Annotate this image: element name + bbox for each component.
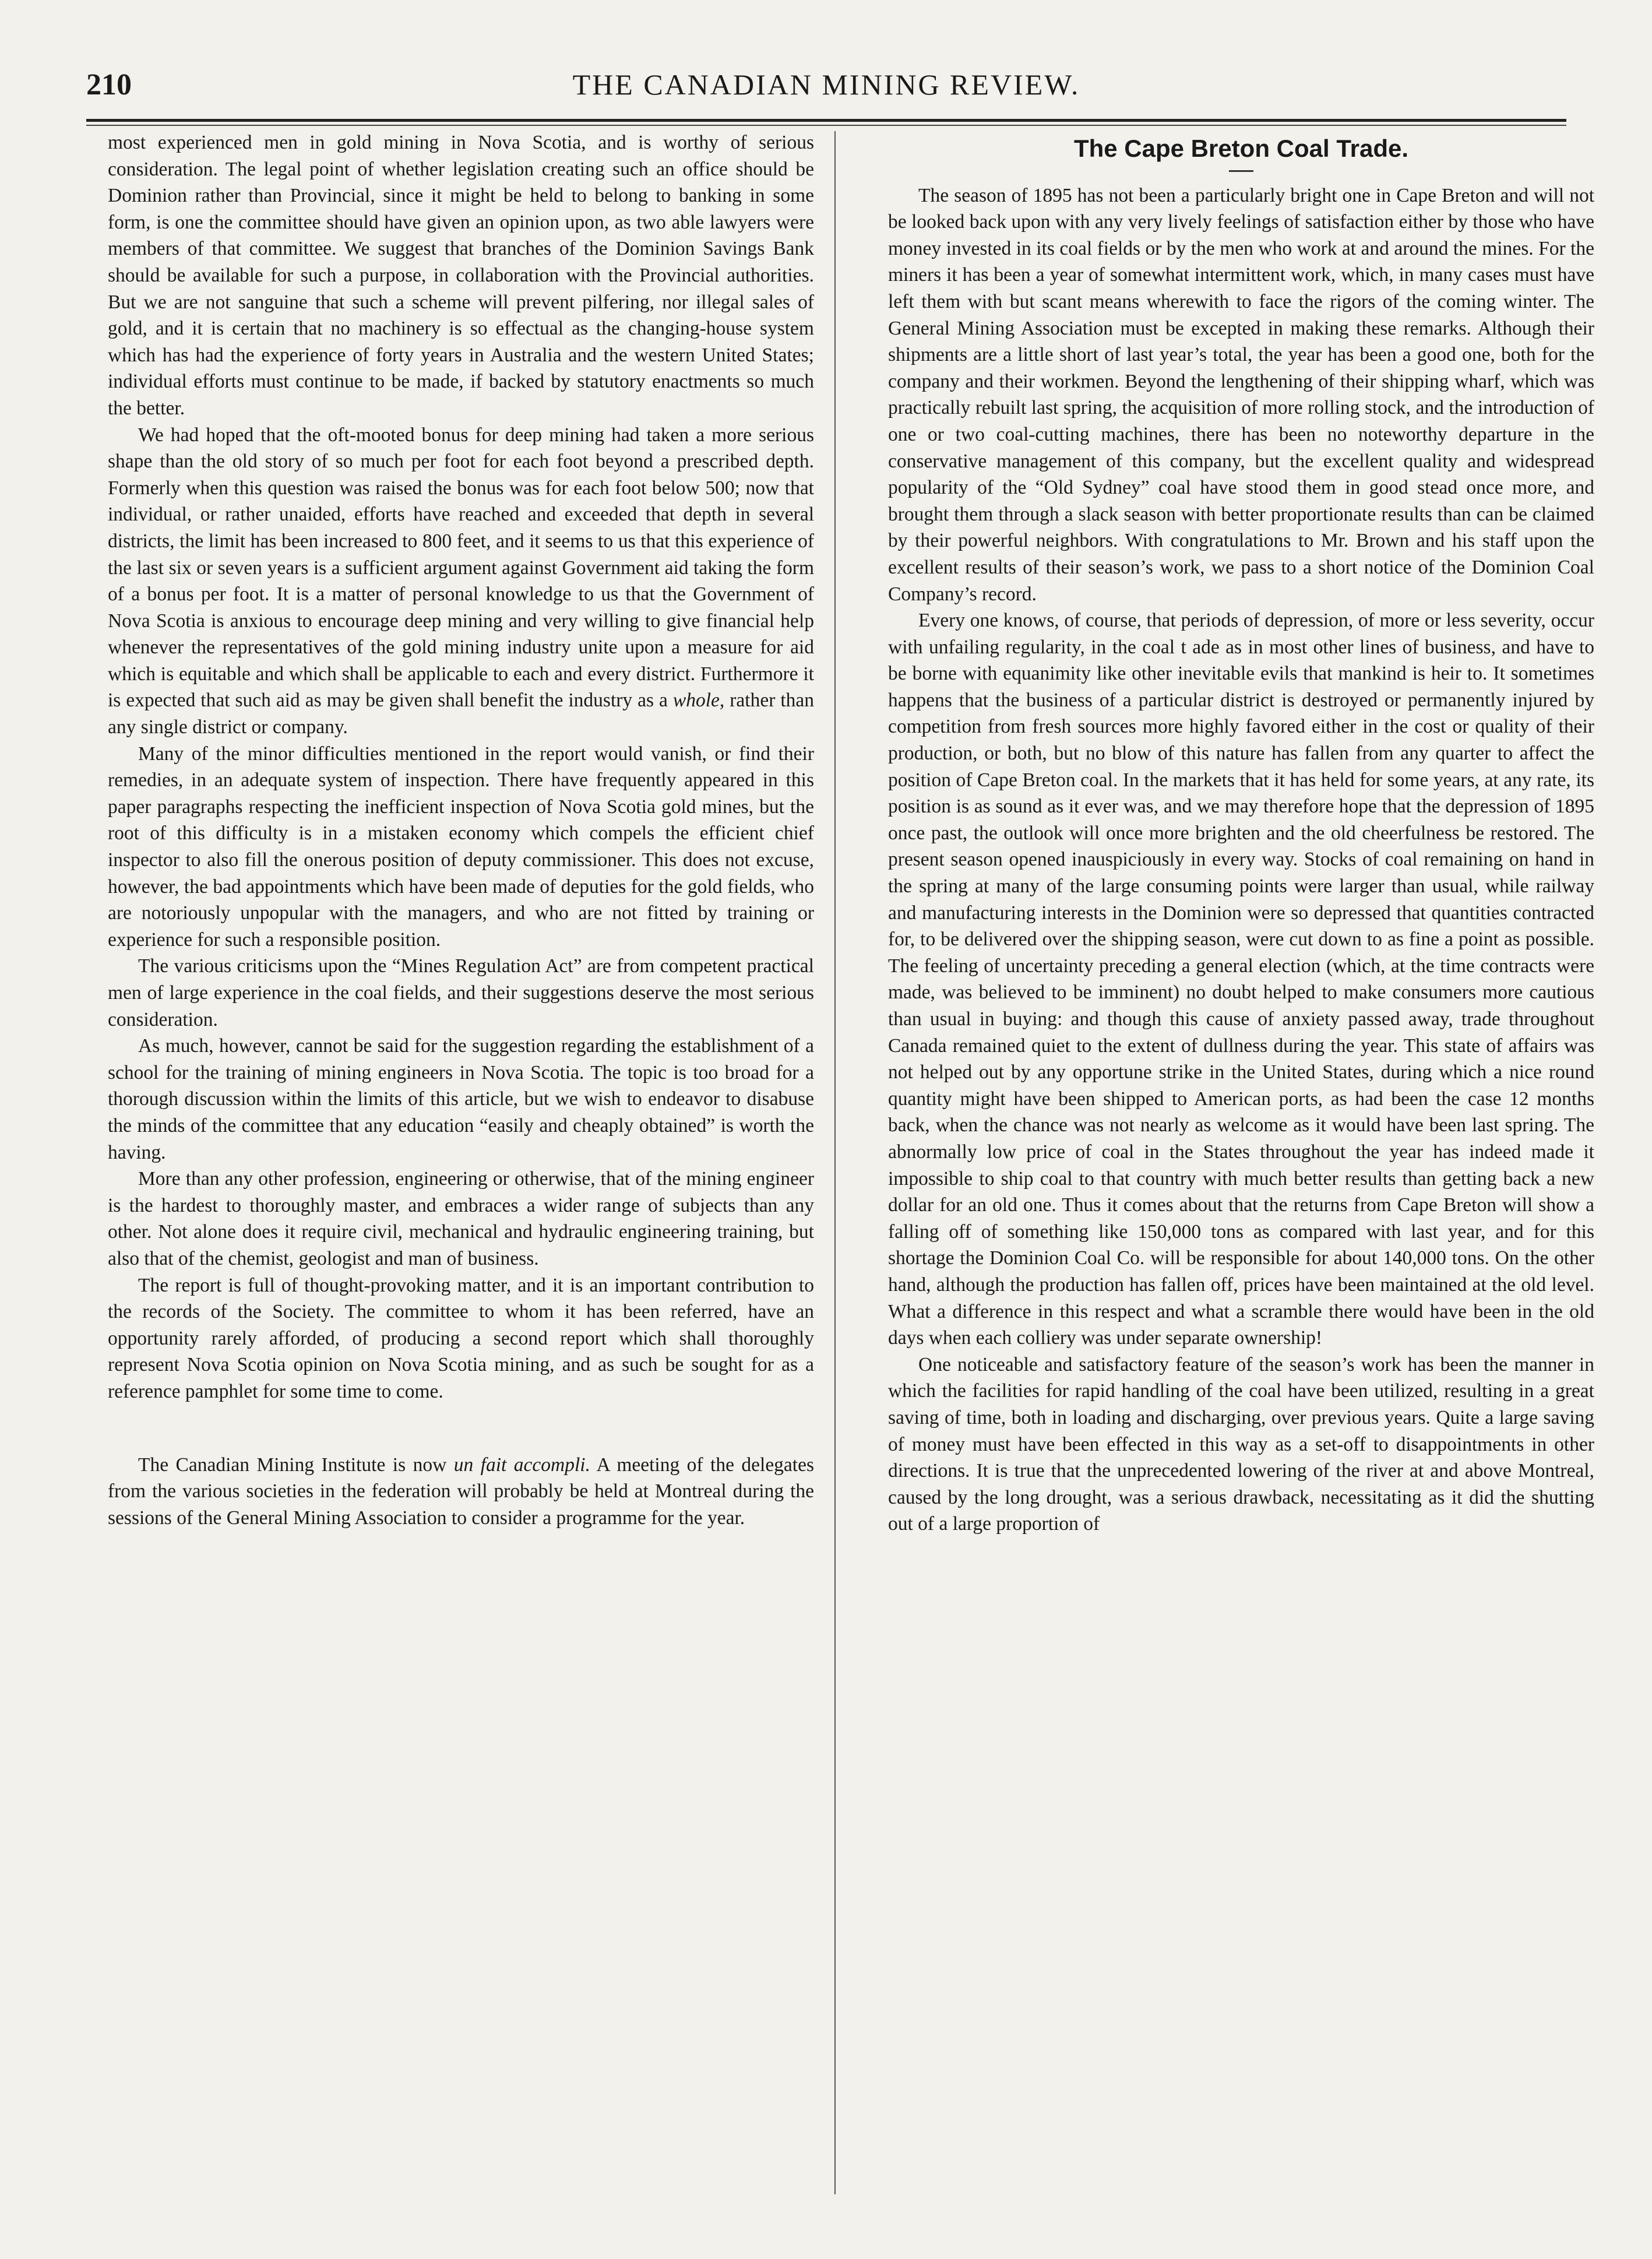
- paragraph: More than any other profession, engineering or otherwise, that of the mining engineer is the hardest to thoroughly master, and embraces a wider range of subjects than any other. Not alone does it require civil, mechanical and hydraulic engineering training, but also that of the chemist, geologist and man of business.: [108, 1168, 814, 1269]
- paragraph: most experienced men in gold mining in Nova Scotia, and is worthy of serious consideration. The legal point of whether legislation creating such an office should be Dominion rather than Provincial, since it might be held to belong to banking in some form, is one the committee should have given an opinion upon, as two able lawyers were members of that committee. We suggest that branches of the Dominion Savings Bank should be available for such a purpose, in collaboration with the Provincial authorities. But we are not sanguine that such a scheme will prevent pilfering, nor illegal sales of gold, and it is certain that no machinery is so effectual as the changing-house system which has had the experience of forty years in Australia and the western United States; individual efforts must continue to be made, if backed by statutory enactments so much the better.: [108, 132, 814, 419]
- header-rule-thin: [86, 125, 1566, 126]
- paragraph-text: We had hoped that the oft-mooted bonus for deep mining had taken a more serious shape than the old story of so much per foot for each foot beyond a prescribed depth. Formerly when this question was raised the bonus was for each foot below 500; now that individual, or rather unaided, efforts have reached and exceeded that depth in several districts, the limit has been increased to 800 feet, and it seems to us that this experience of the last six or seven years is a sufficient argument against Government aid taking the form of a bonus per foot. It is a matter of personal knowledge to us that the Government of Nova Scotia is anxious to encourage deep mining and very willing to give financial help whenever the representatives of the gold mining industry unite upon a measure for aid which is equitable and which shall be applicable to each and every district. Furthermore it is expected that such aid as may be given shall benefit the industry as a: [108, 424, 814, 712]
- page-number: 210: [86, 68, 132, 101]
- column-divider: [834, 131, 836, 2194]
- paragraph: The season of 1895 has not been a particularly bright one in Cape Breton and will not be looked back upon with any very lively feelings of satisfaction either by those who have money invested in its coal fields or by the men who work at and around the mines. For the miners it has been a year of somewhat intermittent work, which, in many cases must have left them with but scant means wherewith to face the rigors of the coming winter. The General Mining Association must be excepted in making these remarks. Although their shipments are a little short of last year’s total, the year has been a good one, both for the company and their workmen. Beyond the lengthening of their shipping wharf, which was practically rebuilt last spring, the acquisition of more rolling stock, and the introduction of one or two coal-cutting machines, there has been no noteworthy departure in the conservative management of this company, but the excellent quality and widespread popularity of the “Old Sydney” coal have stood them in good stead once more, and brought them through a slack season with better proportionate results than can be claimed by their powerful neighbors. With congratulations to Mr. Brown and his staff upon the excellent results of their season’s work, we pass to a short notice of the Dominion Coal Company’s record.: [888, 184, 1594, 605]
- page-header: [86, 65, 1566, 112]
- paragraph-gap: [108, 1405, 814, 1452]
- paragraph-text: The Canadian Mining Institute is now: [138, 1454, 447, 1476]
- paragraph: One noticeable and satisfactory feature of the season’s work has been the manner in which the facilities for rapid handling of the coal have been utilized, resulting in a great saving of time, both in loading and discharging, over previous years. Quite a large saving of money must have been effected in this way as a set-off to disappointments in other directions. It is true that the unprecedented lowering of the river at and above Montreal, caused by the long drought, was a serious drawback, necessitating as it did the shutting out of a large proportion of: [888, 1353, 1594, 1535]
- title-divider: [1229, 170, 1253, 172]
- paragraph: The various criticisms upon the “Mines Regulation Act” are from competent practical men of large experience in the coal fields, and their suggestions deserve the most serious consideration.: [108, 955, 814, 1030]
- right-column: [888, 129, 1594, 1537]
- italic-word: whole,: [672, 689, 725, 712]
- italic-phrase: un fait accompli.: [453, 1454, 590, 1476]
- paragraph: The report is full of thought-provoking matter, and it is an important contribution to the records of the Society. The committee to whom it has been referred, have an opportunity rarely afforded, of producing a second report which shall thoroughly represent Nova Scotia opinion on Nova Scotia mining, and as such be sought for as a reference pamphlet for some time to come.: [108, 1274, 814, 1402]
- article-title: The Cape Breton Coal Trade.: [1073, 135, 1409, 162]
- paragraph: As much, however, cannot be said for the suggestion regarding the establishment of a school for the training of mining engineers in Nova Scotia. The topic is too broad for a thorough discussion within the limits of this article, but we wish to endeavor to disabuse the minds of the committee that any education “easily and cheaply obtained” is worth the having.: [108, 1035, 814, 1163]
- header-rule: [86, 119, 1566, 122]
- journal-title: THE CANADIAN MINING REVIEW.: [572, 68, 1080, 101]
- paragraph: [108, 422, 814, 741]
- paragraph: Every one knows, of course, that periods of depression, of more or less severity, occur with unfailing regularity, in the coal t ade as in most other lines of business, and have to be borne with equanimity like other inevitable evils that mankind is heir to. It sometimes happens that the business of a particular district is destroyed or permanently injured by competition from fresh sources more highly favored either in the cost or quality of their production, or both, but no blow of this nature has fallen from any quarter to affect the position of Cape Breton coal. In the markets that it has held for some years, at any rate, its position is as sound as it ever was, and we may therefore hope that the depression of 1895 once past, the outlook will once more brighten and the old cheerfulness be restored. The present season opened inauspiciously in every way. Stocks of coal remaining on hand in the spring at many of the large consuming points were larger than usual, while railway and manufacturing interests in the Dominion were so depressed that quantities contracted for, to be delivered over the shipping season, were cut down to as fine a point as possible. The feeling of uncertainty preceding a general election (which, at the time contracts were made, was believed to be imminent) no doubt helped to make consumers more cautious than usual in buying: and though this cause of anxiety passed away, trade throughout Canada remained quiet to the extent of dullness during the year. This state of affairs was not helped out by any opportune strike in the United States, during which a nice round quantity might have been shipped to American ports, as had been the case 12 months back, when the chance was not nearly as welcome as it would have been last spring. The abnormally low price of coal in the States throughout the year has indeed made it impossible to ship coal to that country with much better results than getting back a new dollar for an old one. Thus it comes about that the returns from Cape Breton will show a falling off of something like 150,000 tons as compared with last year, and for this shortage the Dominion Coal Co. will be responsible for about 140,000 tons. On the other hand, although the production has fallen off, prices have been maintained at the old level. What a difference in this respect and what a scramble there would have been in the old days when each colliery was under separate ownership!: [888, 610, 1594, 1349]
- paragraph: [108, 1452, 814, 1532]
- paragraph: Many of the minor difficulties mentioned in the report would vanish, or find their remedies, in an adequate system of inspection. There have frequently appeared in this paper paragraphs respecting the inefficient inspection of Nova Scotia gold mines, but the root of this difficulty is in a mistaken economy which compels the efficient chief inspector to also fill the onerous position of deputy commissioner. This does not excuse, however, the bad appointments which have been made of deputies for the gold fields, who are notoriously unpopular with the managers, and who are not fitted by training or experience for such a responsible position.: [108, 743, 814, 951]
- paragraph-text: rather than any single district or company.: [108, 689, 814, 738]
- paragraph-text: A meeting of the delegates from the various societies in the federation will probably be held at Montreal during the sessions of the General Mining Association to consider a programme for the year.: [108, 1454, 815, 1529]
- left-column: [108, 129, 814, 1531]
